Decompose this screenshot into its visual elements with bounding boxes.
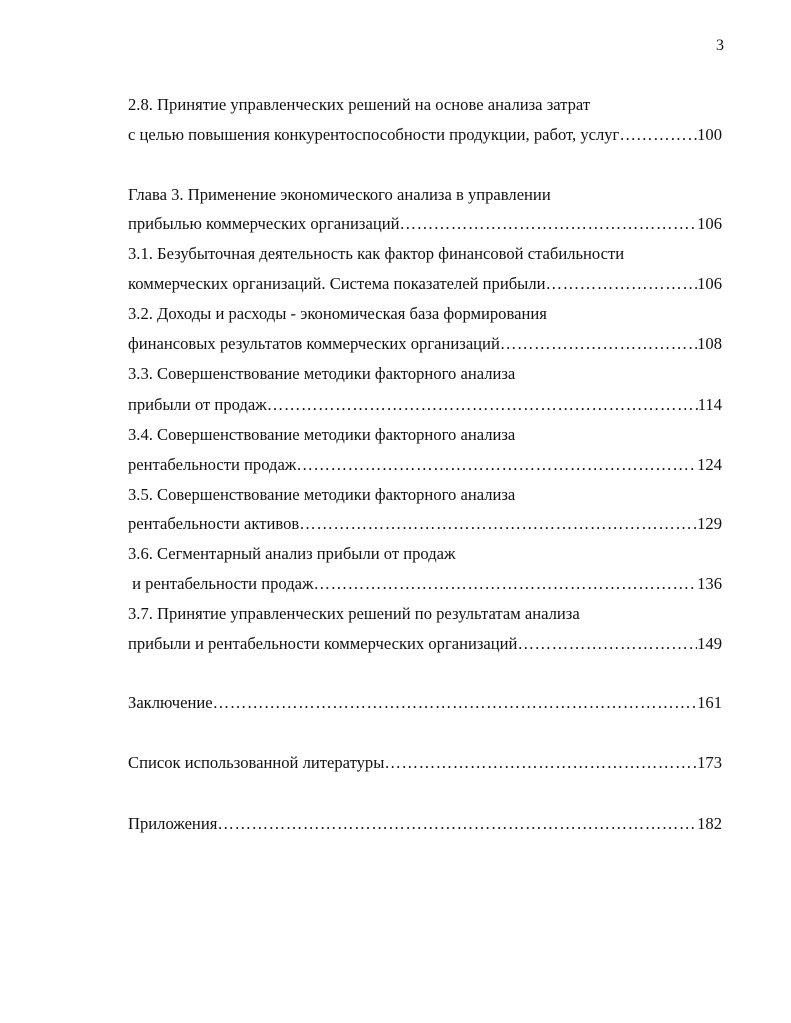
leader-dots	[313, 572, 697, 596]
toc-page-number: 106	[697, 274, 722, 293]
toc-entry-3-7	[128, 632, 722, 656]
toc-page-number: 108	[697, 334, 722, 353]
leader-dots	[517, 632, 697, 656]
toc-chapter-3	[128, 212, 722, 236]
toc-entry-3-7-line2: прибыли и рентабельности коммерческих организаций	[128, 634, 518, 653]
toc-conclusion	[128, 691, 722, 715]
toc-entry-3-3-line2: прибыли от продаж	[128, 395, 267, 414]
toc-page-number: 106	[697, 214, 722, 233]
toc-entry-3-3	[128, 393, 722, 417]
toc-entry-3-2-line1: 3.2. Доходы и расходы - экономическая база формирования	[128, 304, 547, 323]
toc-entry-2-8	[128, 123, 722, 147]
leader-dots	[384, 751, 697, 775]
toc-entry-2-8-line2: с целью повышения конкурентоспособности продукции, работ, услуг…	[128, 125, 636, 144]
toc-chapter-3-line1: Глава 3. Применение экономического анализа в управлении	[128, 185, 551, 204]
toc-page-number: 182	[697, 814, 722, 833]
toc-page-number: 100	[697, 125, 722, 144]
toc-page-number: 149	[697, 634, 722, 653]
toc-entry-3-6-line2: и рентабельности продаж	[128, 574, 314, 593]
toc-entry-3-1-line1: 3.1. Безубыточная деятельность как фактор финансовой стабильности	[128, 244, 625, 263]
toc-entry-3-3-line1: 3.3. Совершенствование методики факторного анализа	[128, 364, 516, 383]
leader-dots	[500, 332, 697, 356]
leader-dots	[399, 212, 697, 236]
toc-page-number: 124	[697, 455, 722, 474]
leader-dots	[636, 123, 697, 147]
toc-references-label: Список использованной литературы	[128, 753, 385, 772]
leader-dots	[267, 393, 698, 417]
page-number: 3	[716, 37, 724, 54]
toc-page-number: 136	[697, 574, 722, 593]
toc-entry-3-6	[128, 572, 722, 596]
toc-entry-3-5-line1: 3.5. Совершенствование методики факторного анализа	[128, 485, 516, 504]
toc-entry-2-8-line1: 2.8. Принятие управленческих решений на основе анализа затрат	[128, 95, 591, 114]
toc-conclusion-label: Заключение	[128, 693, 213, 712]
toc-chapter-3-line2: прибылью коммерческих организаций	[128, 214, 400, 233]
toc-entry-3-5	[128, 512, 722, 536]
leader-dots	[296, 453, 697, 477]
toc-entry-3-4-line2: рентабельности продаж	[128, 455, 297, 474]
toc-entry-3-4	[128, 453, 722, 477]
toc-entry-3-6-line1: 3.6. Сегментарный анализ прибыли от продаж	[128, 544, 456, 563]
toc-appendices-label: Приложения	[128, 814, 218, 833]
leader-dots	[299, 512, 697, 536]
leader-dots	[545, 272, 697, 296]
toc-entry-3-2-line2: финансовых результатов коммерческих организаций	[128, 334, 500, 353]
toc-entry-3-7-line1: 3.7. Принятие управленческих решений по результатам анализа	[128, 604, 580, 623]
toc-page-number: 129	[697, 514, 722, 533]
toc-entry-3-2	[128, 332, 722, 356]
leader-dots	[213, 691, 697, 715]
toc-entry-3-1	[128, 272, 722, 296]
toc-appendices	[128, 812, 722, 836]
toc-entry-3-5-line2: рентабельности активов	[128, 514, 300, 533]
leader-dots	[217, 812, 697, 836]
toc-entry-3-1-line2: коммерческих организаций. Система показателей прибыли	[128, 274, 546, 293]
toc-references	[128, 751, 722, 775]
toc-page-number: 173	[697, 753, 722, 772]
toc-page-number: 161	[697, 693, 722, 712]
toc-entry-3-4-line1: 3.4. Совершенствование методики факторного анализа	[128, 425, 516, 444]
toc-page-number: 114	[697, 395, 722, 414]
